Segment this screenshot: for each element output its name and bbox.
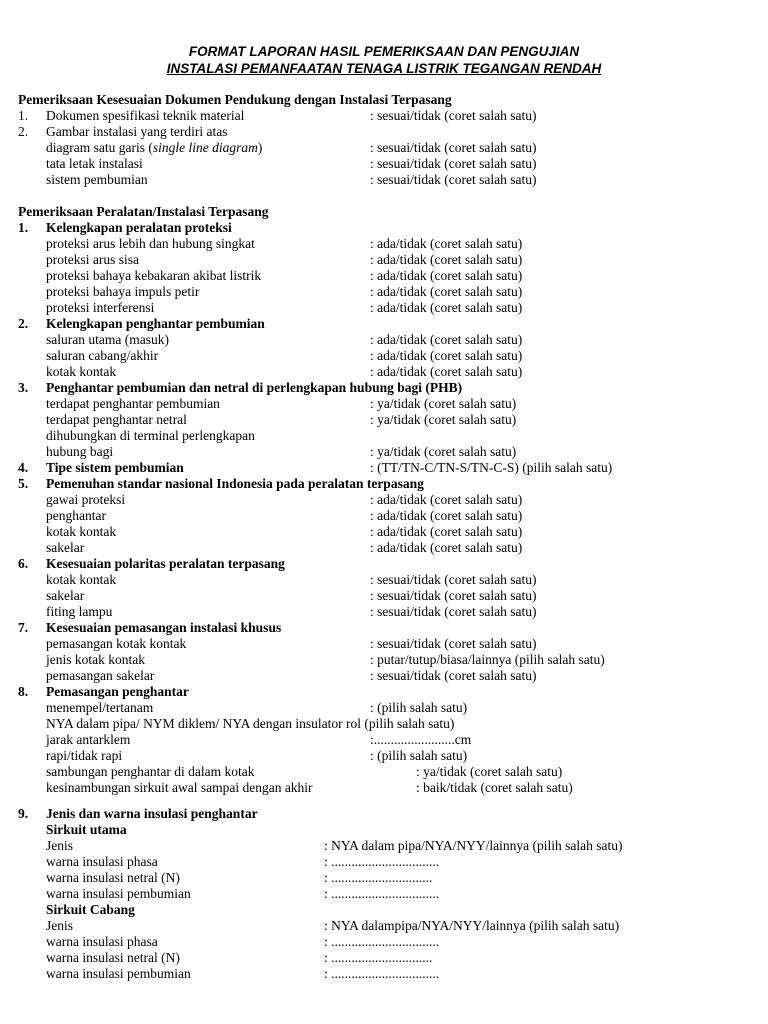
field-label: proteksi bahaya kebakaran akibat listrik xyxy=(46,268,262,283)
field-label: Gambar instalasi yang terdiri atas xyxy=(46,124,228,139)
field-label: Jenis xyxy=(46,838,73,853)
section-heading: Pemasangan penghantar xyxy=(46,684,189,699)
field-value: : .............................. xyxy=(324,870,433,885)
field-label: pemasangan sakelar xyxy=(46,668,155,683)
field-label: diagram satu garis (single line diagram) xyxy=(46,140,263,155)
field-label: tata letak instalasi xyxy=(46,156,143,171)
item-number: 4. xyxy=(18,460,29,475)
field-value: : sesuai/tidak (coret salah satu) xyxy=(370,668,537,683)
item-number: 9. xyxy=(18,806,29,821)
document-subtitle: INSTALASI PEMANFAATAN TENAGA LISTRIK TEGANGAN RENDAH xyxy=(166,61,602,76)
section-heading: Pemeriksaan Kesesuaian Dokumen Pendukung dengan Instalasi Terpasang xyxy=(18,92,452,107)
field-label: proteksi arus lebih dan hubung singkat xyxy=(46,236,255,251)
field-value: : baik/tidak (coret salah satu) xyxy=(416,780,573,795)
field-value: : (TT/TN-C/TN-S/TN-C-S) (pilih salah satu) xyxy=(370,460,613,475)
field-value: : sesuai/tidak (coret salah satu) xyxy=(370,156,537,171)
field-label: terdapat penghantar netral xyxy=(46,412,187,427)
field-value: : ada/tidak (coret salah satu) xyxy=(370,300,523,315)
item-number: 2. xyxy=(18,316,29,331)
field-label: NYA dalam pipa/ NYM diklem/ NYA dengan insulator rol (pilih salah satu) xyxy=(46,716,455,731)
field-label: menempel/tertanam xyxy=(46,700,154,715)
item-number: 6. xyxy=(18,556,29,571)
field-label: Jenis xyxy=(46,918,73,933)
field-value: :........................cm xyxy=(370,732,472,747)
field-value: : ada/tidak (coret salah satu) xyxy=(370,348,523,363)
section-heading: Jenis dan warna insulasi penghantar xyxy=(46,806,258,821)
field-label: warna insulasi pembumian xyxy=(46,886,191,901)
field-label: kesinambungan sirkuit awal sampai dengan akhir xyxy=(46,780,313,795)
document-title: FORMAT LAPORAN HASIL PEMERIKSAAN DAN PENGUJIAN xyxy=(188,44,580,59)
field-value: : ya/tidak (coret salah satu) xyxy=(370,412,517,427)
field-value: : ada/tidak (coret salah satu) xyxy=(370,332,523,347)
field-label: warna insulasi netral (N) xyxy=(46,950,180,965)
field-label: Dokumen spesifikasi teknik material xyxy=(46,108,245,123)
section-heading: Kesesuaian pemasangan instalasi khusus xyxy=(46,620,282,635)
field-label: warna insulasi netral (N) xyxy=(46,870,180,885)
section-heading: Kesesuaian polaritas peralatan terpasang xyxy=(46,556,285,571)
field-label: gawai proteksi xyxy=(46,492,126,507)
field-value: : NYA dalampipa/NYA/NYY/lainnya (pilih salah satu) xyxy=(324,918,620,933)
field-label: warna insulasi pembumian xyxy=(46,966,191,981)
field-label: warna insulasi phasa xyxy=(46,934,158,949)
field-label: sakelar xyxy=(46,588,85,603)
field-value: : ada/tidak (coret salah satu) xyxy=(370,268,523,283)
field-label: sambungan penghantar di dalam kotak xyxy=(46,764,255,779)
item-number: 8. xyxy=(18,684,29,699)
field-label: proteksi interferensi xyxy=(46,300,155,315)
field-label: proteksi arus sisa xyxy=(46,252,139,267)
section-heading: Penghantar pembumian dan netral di perlengkapan hubung bagi (PHB) xyxy=(46,380,463,395)
field-label: jarak antarklem xyxy=(46,732,131,747)
field-label: saluran cabang/akhir xyxy=(46,348,159,363)
field-label: sakelar xyxy=(46,540,85,555)
field-value: : ada/tidak (coret salah satu) xyxy=(370,284,523,299)
field-value: : ada/tidak (coret salah satu) xyxy=(370,524,523,539)
field-value: : ada/tidak (coret salah satu) xyxy=(370,492,523,507)
field-value: : .............................. xyxy=(324,950,433,965)
field-label: jenis kotak kontak xyxy=(46,652,145,667)
field-value: : NYA dalam pipa/NYA/NYY/lainnya (pilih salah satu) xyxy=(324,838,623,853)
field-value: : sesuai/tidak (coret salah satu) xyxy=(370,140,537,155)
section-heading: Pemenuhan standar nasional Indonesia pada peralatan terpasang xyxy=(46,476,424,491)
item-number: 7. xyxy=(18,620,29,635)
field-label: terdapat penghantar pembumian xyxy=(46,396,220,411)
section-heading: Pemeriksaan Peralatan/Instalasi Terpasang xyxy=(18,204,269,219)
field-value: : ................................ xyxy=(324,934,440,949)
field-value: : ................................ xyxy=(324,966,440,981)
section-heading: Sirkuit Cabang xyxy=(46,902,135,917)
field-label: saluran utama (masuk) xyxy=(46,332,169,347)
field-value: : sesuai/tidak (coret salah satu) xyxy=(370,604,537,619)
field-label: pemasangan kotak kontak xyxy=(46,636,187,651)
field-label: hubung bagi xyxy=(46,444,114,459)
item-number: 1. xyxy=(18,220,29,235)
field-value: : putar/tutup/biasa/lainnya (pilih salah satu) xyxy=(370,652,605,667)
field-value: : sesuai/tidak (coret salah satu) xyxy=(370,572,537,587)
field-label: sistem pembumian xyxy=(46,172,148,187)
field-value: : sesuai/tidak (coret salah satu) xyxy=(370,588,537,603)
field-label: proteksi bahaya impuls petir xyxy=(46,284,200,299)
field-label: fiting lampu xyxy=(46,604,113,619)
item-number: 2. xyxy=(18,124,29,139)
field-value: : sesuai/tidak (coret salah satu) xyxy=(370,636,537,651)
field-value: : ada/tidak (coret salah satu) xyxy=(370,508,523,523)
field-value: : (pilih salah satu) xyxy=(370,748,468,763)
field-label: warna insulasi phasa xyxy=(46,854,158,869)
field-label: kotak kontak xyxy=(46,524,117,539)
field-value: : ada/tidak (coret salah satu) xyxy=(370,236,523,251)
field-value: : (pilih salah satu) xyxy=(370,700,468,715)
field-label: dihubungkan di terminal perlengkapan xyxy=(46,428,255,443)
item-number: 5. xyxy=(18,476,29,491)
field-value: : ................................ xyxy=(324,886,440,901)
field-value: : ................................ xyxy=(324,854,440,869)
section-heading: Tipe sistem pembumian xyxy=(46,460,184,475)
field-value: : sesuai/tidak (coret salah satu) xyxy=(370,108,537,123)
field-label: penghantar xyxy=(46,508,106,523)
field-value: : ya/tidak (coret salah satu) xyxy=(416,764,563,779)
section-heading: Sirkuit utama xyxy=(46,822,127,837)
field-label: kotak kontak xyxy=(46,364,117,379)
field-value: : ya/tidak (coret salah satu) xyxy=(370,396,517,411)
field-label: kotak kontak xyxy=(46,572,117,587)
field-value: : ada/tidak (coret salah satu) xyxy=(370,364,523,379)
field-label: rapi/tidak rapi xyxy=(46,748,123,763)
item-number: 1. xyxy=(18,108,29,123)
section-heading: Kelengkapan penghantar pembumian xyxy=(46,316,265,331)
field-value: : ya/tidak (coret salah satu) xyxy=(370,444,517,459)
field-value: : ada/tidak (coret salah satu) xyxy=(370,252,523,267)
field-value: : ada/tidak (coret salah satu) xyxy=(370,540,523,555)
section-heading: Kelengkapan peralatan proteksi xyxy=(46,220,232,235)
field-value: : sesuai/tidak (coret salah satu) xyxy=(370,172,537,187)
item-number: 3. xyxy=(18,380,29,395)
